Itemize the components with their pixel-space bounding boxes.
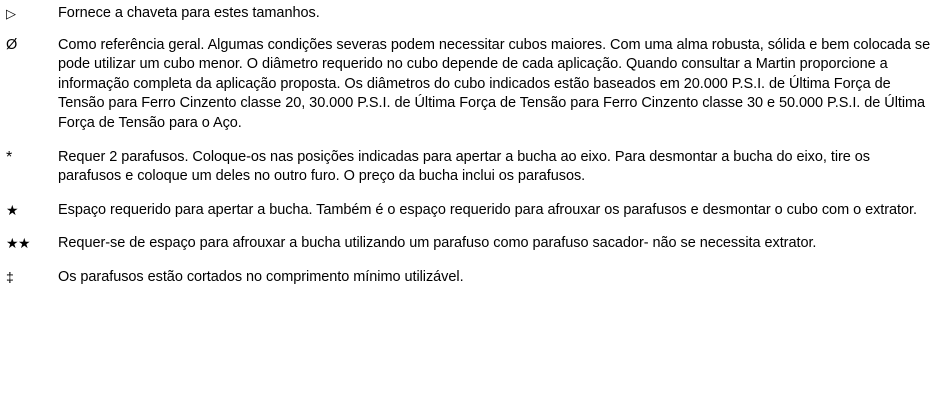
footnote-item bbox=[6, 36, 935, 134]
footnote-item bbox=[6, 234, 935, 254]
double-star-symbol: ★★ bbox=[6, 235, 31, 252]
footnote-text: Como referência geral. Algumas condições severas podem necessitar cubos maiores. Com uma alma robusta, sólida e bem colocada se pode utilizar um cubo menor. O diâmetro requerido no cubo depende de cada aplicação. Quando consultar a Martin proporcione a informação completa da aplicação proposta. Os diâmetros do cubo indicados estão baseados em 20.000 P.S.I. de Última Força de Tensão para Ferro Cinzento classe 20, 30.000 P.S.I. de Última Força de Tensão para Ferro Cinzento classe 30 e 50.000 P.S.I. de Última Força de Tensão para o Aço. bbox=[58, 36, 931, 131]
footnote-text: Os parafusos estão cortados no comprimento mínimo utilizável. bbox=[58, 268, 464, 285]
footnote-text: Requer-se de espaço para afrouxar a bucha utilizando um parafuso como parafuso sacador- não se necessita extrator. bbox=[58, 235, 817, 252]
footnote-item bbox=[6, 268, 935, 288]
footnote-text: Requer 2 parafusos. Coloque-os nas posições indicadas para apertar a bucha ao eixo. Para desmontar a bucha do eixo, tire os parafusos e coloque um deles no outro furo. O preço da bucha inclui os parafusos. bbox=[58, 148, 870, 185]
footnote-text: Espaço requerido para apertar a bucha. Também é o espaço requerido para afrouxar os parafusos e desmontar o cubo com o extrator. bbox=[58, 201, 918, 218]
triangle-right-symbol: ▷ bbox=[6, 6, 16, 21]
double-dagger-symbol: ‡ bbox=[6, 268, 14, 285]
diameter-symbol: Ø bbox=[6, 36, 18, 53]
asterisk-symbol: * bbox=[6, 148, 13, 166]
footnote-item bbox=[6, 4, 935, 24]
footnote-text: Fornece a chaveta para estes tamanhos. bbox=[58, 5, 320, 21]
footnote-item bbox=[6, 201, 935, 221]
star-symbol: ★ bbox=[6, 201, 19, 218]
footnote-item bbox=[6, 148, 935, 187]
